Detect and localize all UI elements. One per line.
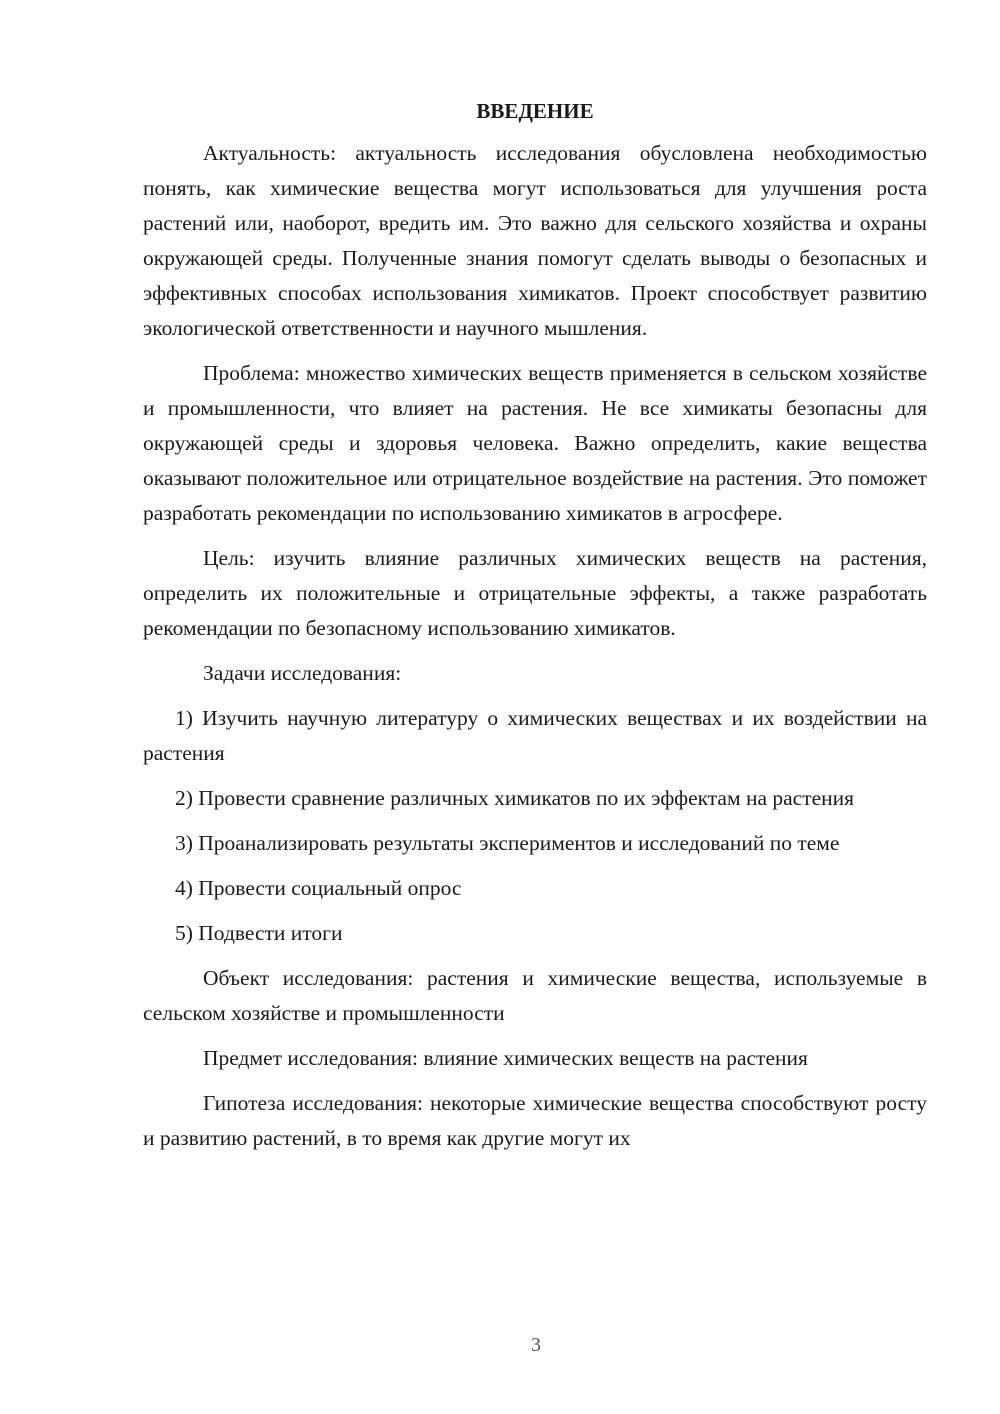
page-number: 3 (531, 1334, 541, 1356)
task-item-3: 3) Проанализировать результаты экспериментов и исследований по теме (175, 831, 840, 855)
task-item-5: 5) Подвести итоги (175, 921, 343, 945)
document-page (143, 96, 927, 1166)
task-item-4: 4) Провести социальный опрос (175, 876, 462, 900)
object-paragraph: Объект исследования: растения и химические вещества, используемые в сельском хозяйстве и промышленности (143, 966, 927, 1025)
tasks-title: Задачи исследования: (203, 661, 402, 685)
task-item-1: 1) Изучить научную литературу о химических веществах и их воздействии на растения (143, 706, 927, 765)
hypothesis-paragraph: Гипотеза исследования: некоторые химические вещества способствуют росту и развитию растений, в то время как другие могут их (143, 1091, 927, 1150)
problem-paragraph: Проблема: множество химических веществ применяется в сельском хозяйстве и промышленности, что влияет на растения. Не все химикаты безопасны для окружающей среды и здоровья человека. Важно определить, какие вещества оказывают положительное или отрицательное воздействие на растения. Это поможет разработать рекомендации по использованию химикатов в агросфере. (143, 361, 927, 525)
page-title: ВВЕДЕНИЕ (476, 99, 594, 123)
task-item-2: 2) Провести сравнение различных химикатов по их эффектам на растения (175, 786, 855, 810)
relevance-paragraph: Актуальность: актуальность исследования обусловлена необходимостью понять, как химические вещества могут использоваться для улучшения роста растений или, наоборот, вредить им. Это важно для сельского хозяйства и охраны окружающей среды. Полученные знания помогут сделать выводы о безопасных и эффективных способах использования химикатов. Проект способствует развитию экологической ответственности и научного мышления. (143, 141, 927, 340)
goal-paragraph: Цель: изучить влияние различных химических веществ на растения, определить их положительные и отрицательные эффекты, а также разработать рекомендации по безопасному использованию химикатов. (143, 546, 927, 640)
subject-paragraph: Предмет исследования: влияние химических веществ на растения (203, 1046, 808, 1070)
